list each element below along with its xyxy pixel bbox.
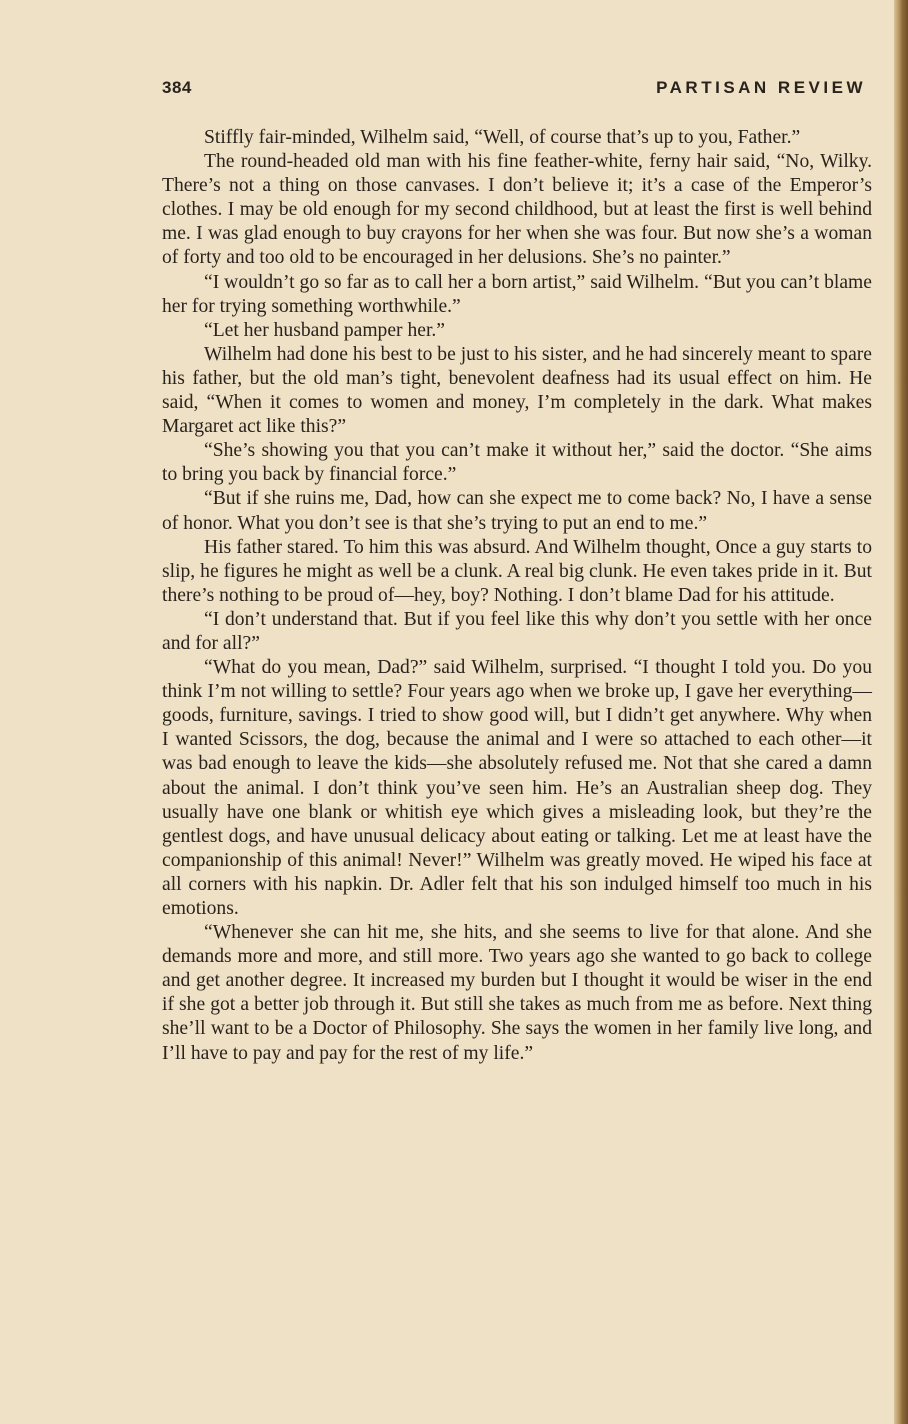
paragraph: “What do you mean, Dad?” said Wilhelm, surprised. “I thought I told you. Do you think I’m not willing to settle? Four years ago when we broke up, I gave her everything—goods, furniture, savings. I tried to show good will, but I didn’t get anywhere. Why when I wanted Scissors, the dog, because the animal and I were so attached to each other—it was bad enough to leave the kids—she absolutely refused me. Not that she cared a damn about the animal. I don’t think you’ve seen him. He’s an Australian sheep dog. They usually have one blank or whitish eye which gives a misleading look, but they’re the gentlest dogs, and have unusual delicacy about eating or talking. Let me at least have the companionship of this animal! Never!” Wilhelm was greatly moved. He wiped his face at all corners with his napkin. Dr. Adler felt that his son indulged himself too much in his emotions. [162, 657, 872, 919]
paragraph: “Whenever she can hit me, she hits, and she seems to live for that alone. And she demands more and more, and still more. Two years ago she wanted to go back to college and get another degree. It increased my burden but I thought it would be wiser in the end if she got a better job through it. But still she takes as much from me as before. Next thing she’ll want to be a Doctor of Philosophy. She says the women in her family live long, and I’ll have to pay and pay for the rest of my life.” [162, 922, 872, 1064]
paragraph: “Let her husband pamper her.” [204, 319, 446, 341]
paragraph: “She’s showing you that you can’t make it without her,” said the doctor. “She aims to bring you back by financial force.” [162, 440, 872, 486]
paragraph: Stiffly fair-minded, Wilhelm said, “Well, of course that’s up to you, Father.” [204, 127, 801, 148]
paragraph: His father stared. To him this was absurd. And Wilhelm thought, Once a guy starts to slip, he figures he might as well be a clunk. A real big clunk. He even takes pride in it. But there’s nothing to be proud of—hey, boy? Nothing. I don’t blame Dad for his attitude. [162, 536, 872, 606]
paragraph: “But if she ruins me, Dad, how can she expect me to come back? No, I have a sense of honor. What you don’t see is that she’s trying to put an end to me.” [162, 488, 872, 534]
running-head: PARTISAN REVIEW [656, 78, 866, 97]
page-header [162, 74, 866, 102]
paragraph: “I wouldn’t go so far as to call her a born artist,” said Wilhelm. “But you can’t blame her for trying something worthwhile.” [162, 271, 872, 317]
page-number: 384 [162, 78, 192, 97]
body-text [162, 126, 872, 1066]
paragraph: “I don’t understand that. But if you feel like this why don’t you settle with her once and for all?” [162, 608, 872, 654]
page-edge [894, 0, 908, 1424]
paragraph: The round-headed old man with his fine feather-white, ferny hair said, “No, Wilky. There’s not a thing on those canvases. I don’t believe it; it’s a case of the Emperor’s clothes. I may be old enough for my second childhood, but at least the first is well behind me. I was glad enough to buy crayons for her when she was four. But now she’s a woman of forty and too old to be encouraged in her delusions. She’s no painter.” [162, 151, 872, 269]
paragraph: Wilhelm had done his best to be just to his sister, and he had sincerely meant to spare his father, but the old man’s tight, benevolent deafness had its usual effect on him. He said, “When it comes to women and money, I’m completely in the dark. What makes Margaret act like this?” [162, 343, 872, 438]
